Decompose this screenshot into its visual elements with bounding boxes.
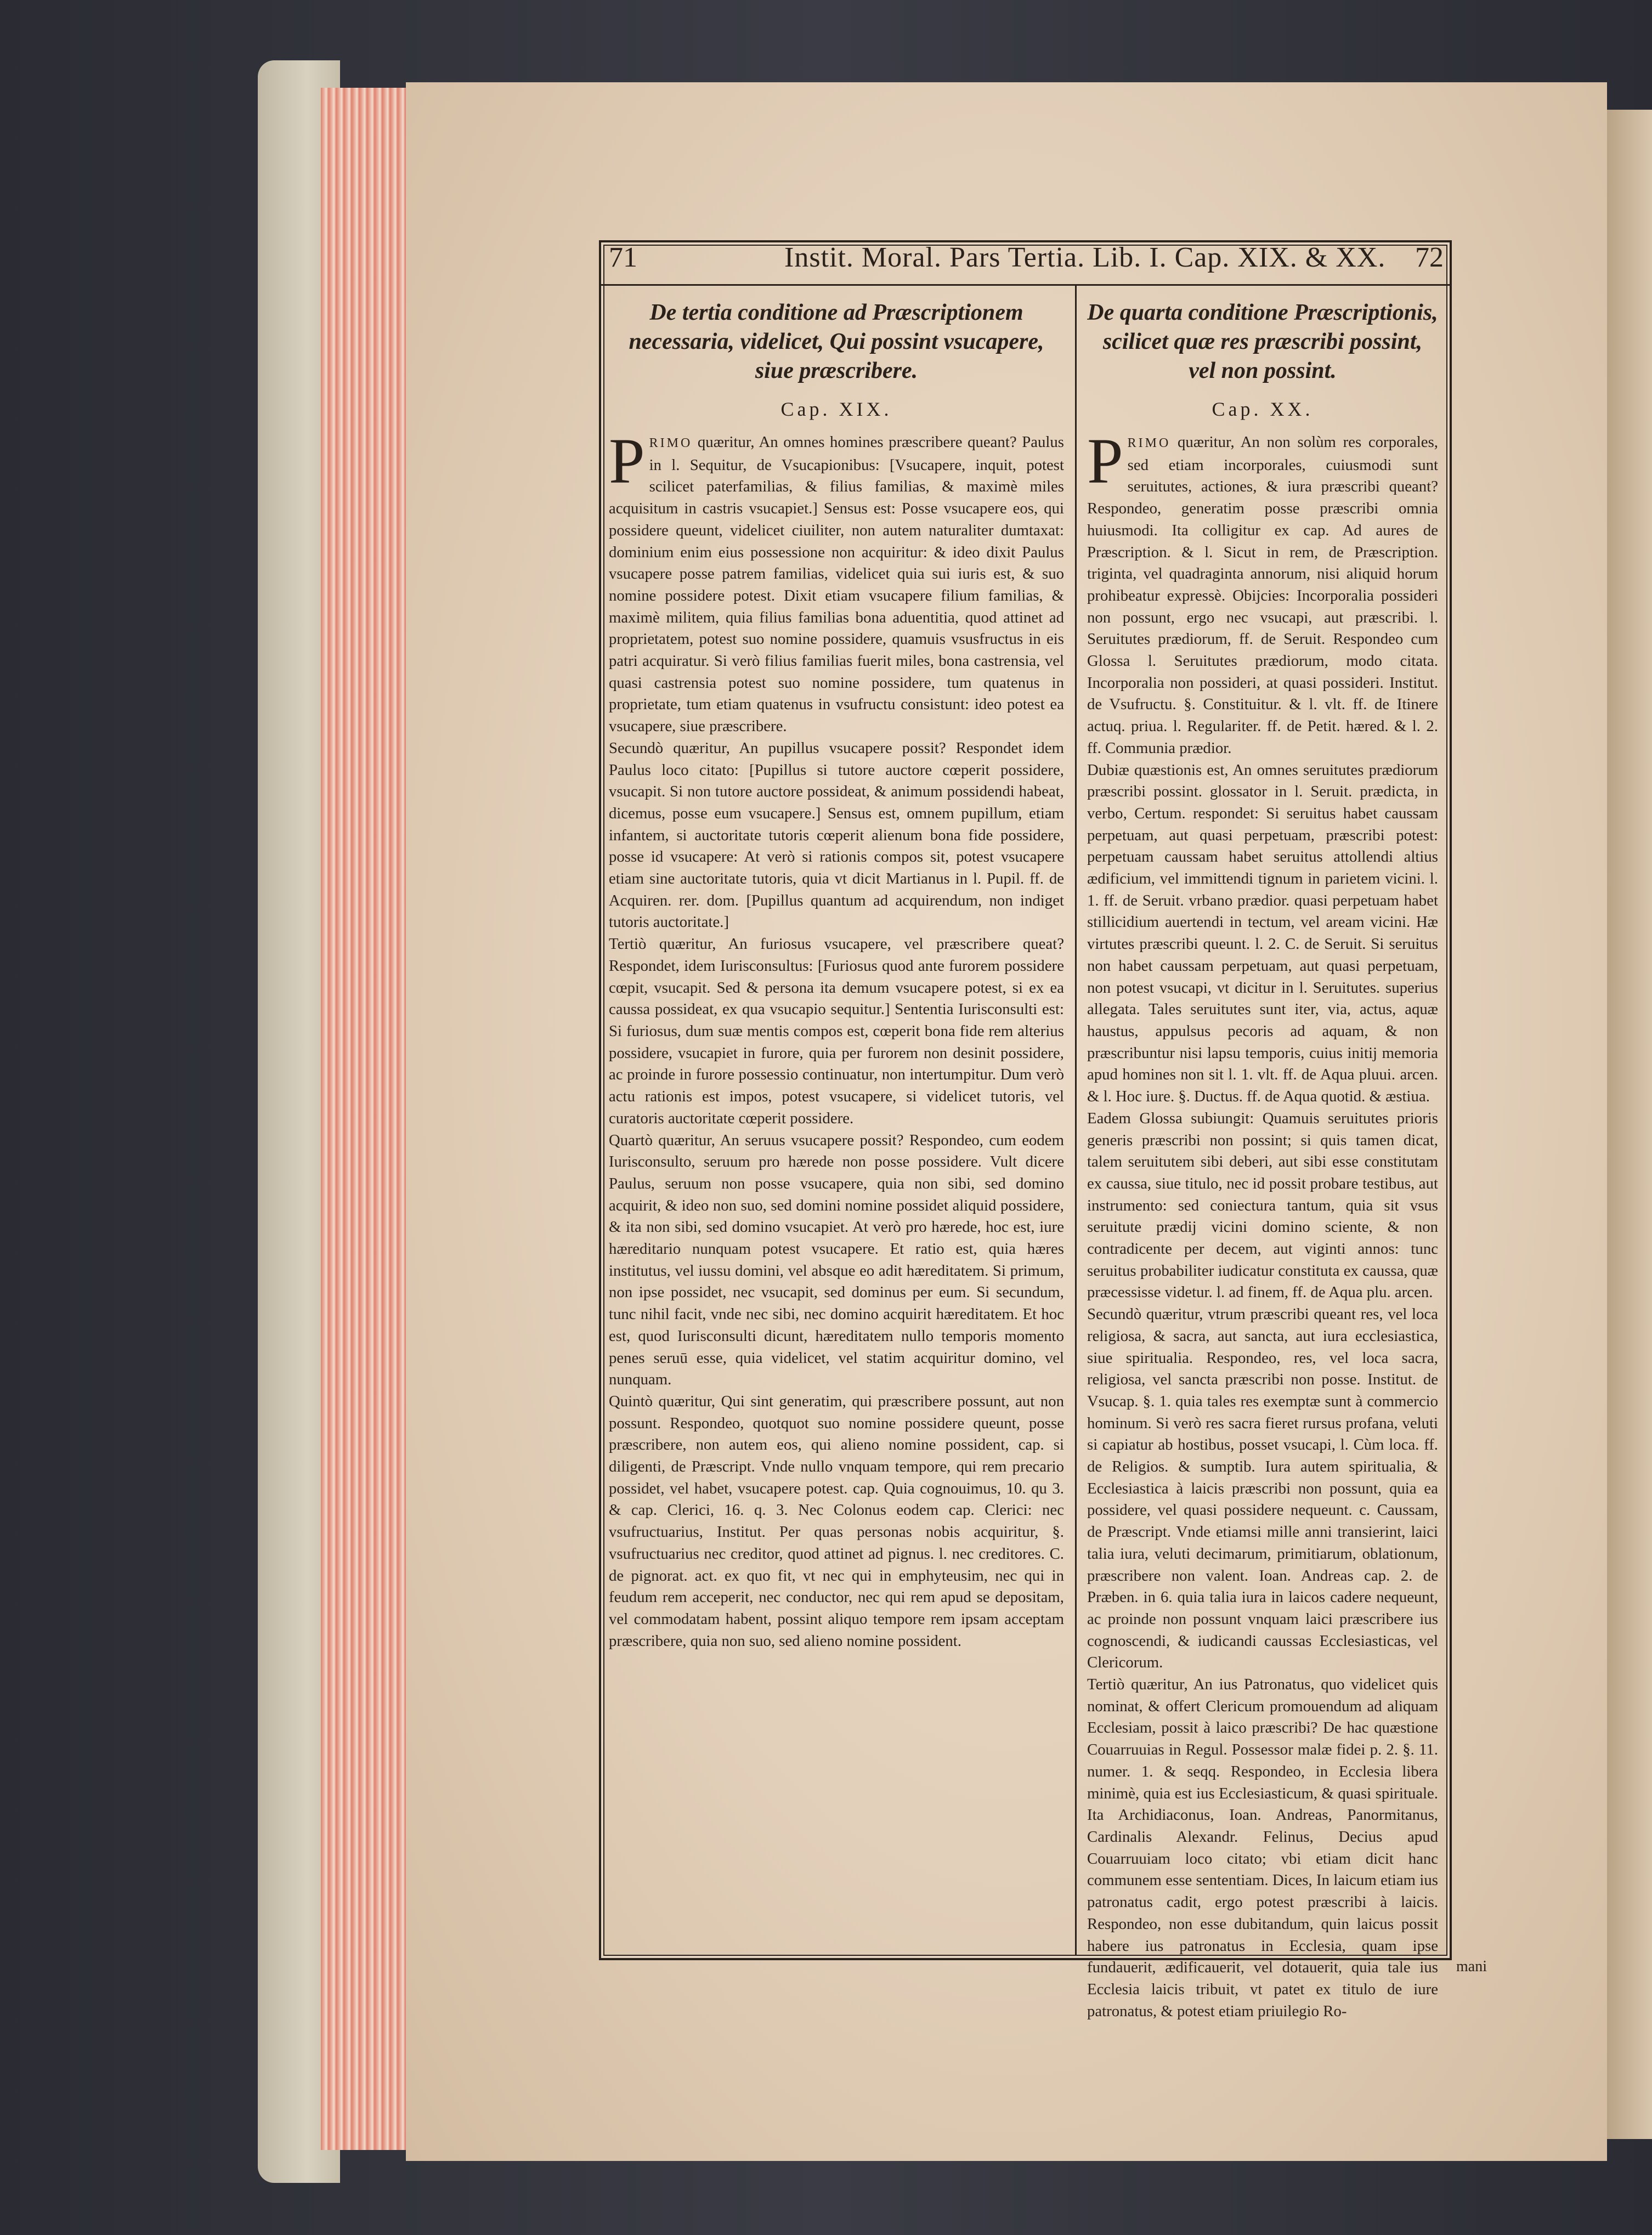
chapter-number: Cap. XX. [1212, 398, 1314, 420]
paragraph: Eadem Glossa subiungit: Quamuis seruitutes prioris generis præscribi non possint; si quis tamen dicat, talem seruitutem sibi deberi, aut sibi esse constitutam ex caussa, siue titulo, nec id possit probare testibus, aut instrumento: sed coniectura tantum, quia sit vsus seruitute prædij vicini domino sciente, & non contradicente per decem, aut viginti annos: tunc seruitus probabiliter iudicatur constituta ex caussa, quæ præcessisse videtur. l. ad finem, ff. de Aqua plu. arcen. [1087, 1109, 1438, 1302]
paragraph: Dubiæ quæstionis est, An omnes seruitutes prædiorum præscribi possint. glossator in l. Seruit. prædicta, in verbo, Certum. respondet: Si seruitus habet caussam perpetuam, aut quasi perpetuam, præscribi potest: perpetuam caussam habet seruitus attollendi altius ædificium, vel immittendi tignum in parietem vicini. l. 1. ff. de Seruit. vrbano prædior. quasi perpetuam habet stillicidium auertendi in tectum, vel aream vicini. Hæ virtutes præscribi queunt. l. 2. C. de Seruit. Si seruitus non habet caussam perpetuam, aut quasi perpetuam, non potest vsucapi, vt dicitur in l. Seruitutes. superius allegata. Tales seruitutes sunt iter, via, actus, aquæ haustus, appulsus pecoris ad aquam, & non præscribuntur nisi lapsu temporis, cuius initij memoria apud homines non sit l. 1. vlt. ff. de Aqua pluui. arcen. & l. Hoc iure. §. Ductus. ff. de Aqua quotid. & æstiua. [1087, 761, 1438, 1106]
left-column [609, 296, 1064, 1652]
facing-page-edge [1607, 110, 1652, 2139]
paragraph: Secundò quæritur, An pupillus vsucapere possit? Respondet idem Paulus loco citato: [Pupillus si tutore auctore cœperit possidere, vsucapit. Si non tutore auctore possideat, & animum possidendi habeat, dicemus, posse eum vsucapere.] Sensus est, omnem pupillum, etiam infantem, si auctoritate tutoris cœperit alienum bona fide possidere, posse id vsucapere: At verò si rationis compos sit, potest vsucapere etiam sine auctoritate tutoris, quia vt dicit Martianus in l. Pupil. ff. de Acquiren. rer. dom. [Pupillus quantum ad acquirendum, non indiget tutoris auctoritate.] [609, 739, 1064, 931]
chapter-title: De tertia conditione ad Præscriptionem necessaria, videlicet, Qui possint vsucapere, siue præscribere. [629, 300, 1044, 383]
paragraph: Tertiò quæritur, An furiosus vsucapere, vel præscribere queat? Respondet, idem Iurisconsultus: [Furiosus quod ante furorem possidere cœpit, vsucapit. Sed & persona ita demum vsucapere potest, si ex ea caussa possideat, ex qua vsucapio sequitur.] Sententia Iurisconsulti est: Si furiosus, dum suæ mentis compos est, cœperit bona fide rem alterius possidere, vsucapiet in furore, quia per furorem non desinit possidere, ac proinde in furore possessio continuatur, non intertumpitur. Dum verò actu rationis est impos, potest vsucapere, si videlicet tutoris, vel curatoris auctoritate cœperit possidere. [609, 935, 1064, 1127]
header-rule [599, 284, 1452, 286]
chapter-title: De quarta conditione Præscriptionis, scilicet quæ res præscribi possint, vel non possint. [1087, 300, 1438, 383]
paragraph: Quintò quæritur, Qui sint generatim, qui præscribere possunt, aut non possunt. Respondeo, quotquot suo nomine possidere queunt, posse præscribere, non autem eos, qui alieno nomine possident, cap. si diligenti, de Præscript. Vnde nullo vnquam tempore, qui rem precario possidet, vel habet, vsucapere potest. cap. Quia cognouimus, 10. qu 3. & cap. Clerici, 16. q. 3. Nec Colonus eodem cap. Clerici: nec vsufructuarius, Institut. Per quas personas nobis acquiritur, §. vsufructuarius nec creditor, quod attinet ad pignus. l. nec creditores. C. de pignorat. act. ex quo fit, vt nec qui in emphyteusim, nec qui in feudum rem acceperit, nec conductor, nec qui rem apud se depositam, vel commodatam habent, possint aliquo tempore rem ipsam acceptam præscribere, quia non suo, sed alieno nomine possident. [609, 1392, 1064, 1650]
paragraph: Tertiò quæritur, An ius Patronatus, quo videlicet quis nominat, & offert Clericum promouendum ad aliquam Ecclesiam, possit à laico præscribi? De hac quæstione Couarruuias in Regul. Possessor malæ fidei p. 2. §. 11. numer. 1. & seqq. Respondeo, in Ecclesia libera minimè, quia est ius Ecclesiasticum, & quasi spirituale. Ita Archidiaconus, Ioan. Andreas, Panormitanus, Cardinalis Alexandr. Felinus, Decius apud Couarruuiam loco citato; vbi etiam dicit hanc communem esse sententiam. Dices, In laicum etiam ius patronatus cadit, ergo potest præscribi à laicis. Respondeo, non esse dubitandum, quin laicus possit habere ius patronatus in Ecclesia, quam ipse fundauerit, ædificauerit, vel dotauerit, quia tale ius Ecclesia laicis tribuit, vt patet ex titulo de iure patronatus, & potest etiam priuilegio Ro- [1087, 1676, 1438, 2020]
opening-word: RIMO [1127, 436, 1171, 450]
opening-word: RIMO [649, 436, 693, 450]
paragraph: quæritur, An omnes homines præscribere queant? Paulus in l. Sequitur, de Vsucapionibus: [Vsucapere, inquit, potest scilicet paterfamilias, & filius familias, & maximè miles acquisitum in castris vsucapiet.] Sensus est: Posse vsucapere eos, qui possidere queunt, videlicet ciuiliter, non autem naturaliter dumtaxat: dominium enim eius possessione non acquiritur: & ideo dixit Paulus vsucapere posse patrem familias, videlicet quia sui iuris est, & suo nomine possidere potest. Dixit etiam vsucapere filium familias, & maximè militem, quia filius familias bona aduentitia, quod attinet ad proprietatem, potest suo nomine possidere, quamuis vsusfructus in eis patri acquiratur. Si verò filius familias fuerit miles, bona castrensia, vel quasi castrensia potest suo nomine possidere, tum quatenus in proprietate, tum etiam quatenus in vsufructu consistunt: ideo potest ea vsucapere, siue præscribere. [609, 433, 1064, 735]
right-column [1087, 296, 1438, 2022]
chapter-body [1087, 425, 1438, 2022]
drop-cap: P [609, 425, 645, 497]
right-page-number: 72 [1415, 242, 1444, 273]
page-edges [321, 88, 409, 2150]
running-title: Instit. Moral. Pars Tertia. Lib. I. Cap. XIX. & XX. [784, 242, 1386, 273]
paragraph: Secundò quæritur, vtrum præscribi queant res, vel loca religiosa, & sacra, aut sancta, aut iura ecclesiastica, siue spiritualia. Respondeo, res, vel loca sacra, religiosa, vel sancta præscribi non posse. Institut. de Vsucap. §. 1. quia tales res exemptæ sunt à commercio hominum. Si verò res sacra fieret rursus profana, veluti si capiatur ab hostibus, posset vsucapi, l. Cùm loca. ff. de Religios. & sumptib. Iura autem spiritualia, & Ecclesiastica à laicis præscribi non possunt, quia ea possidere, vel quasi possidere nequeunt. c. Caussam, de Præscript. Vnde etiamsi mille anni transierint, laici talia iura, veluti decimarum, primitiarum, oblationum, præscribere non valent. Ioan. Andreas cap. 2. de Præben. in 6. quia talia iura in laicos cadere nequeunt, ac proinde non possunt vnquam laici præscribere ius cognoscendi, & iudicandi caussas Ecclesiasticas, vel Clericorum. [1087, 1305, 1438, 1672]
left-page-number: 71 [609, 242, 637, 273]
catchword: mani [1456, 1958, 1487, 1975]
paragraph: quæritur, An non solùm res corporales, sed etiam incorporales, cuiusmodi sunt seruitutes, actiones, & iura præscribi queant? Respondeo, generatim posse præscribi omnia huiusmodi. Ita colligitur ex cap. Ad aures de Præscription. & l. Sicut in rem, de Præscription. triginta, vel quadraginta annorum, nisi aliquid horum prohibeatur expressè. Obijcies: Incorporalia possideri non possunt, ergo nec vsucapi, aut præscribi. l. Seruitutes prædiorum, ff. de Seruit. Respondeo cum Glossa l. Seruitutes prædiorum, modo citata. Incorporalia non possideri, at quasi possideri. Institut. de Vsufructu. §. Constituitur. & l. vlt. ff. de Itinere actuq. priua. l. Regulariter. ff. de Petit. hæred. & l. 2. ff. Communia prædior. [1087, 433, 1438, 757]
column-rule [1075, 284, 1077, 1956]
drop-cap: P [1087, 425, 1123, 497]
paragraph: Quartò quæritur, An seruus vsucapere possit? Respondeo, cum eodem Iurisconsulto, seruum pro hærede non posse possidere. Vult dicere Paulus, seruum non posse vsucapere, quia non sibi, sed domino acquirit, & ideo non suo, sed domini nomine possidet aliquid possidere, & ita non sibi, sed domino vsucapiet. At verò pro hærede, hoc est, iure hæreditario nunquam potest vsucapere. Et ratio est, quia hæres institutus, vel iussu domini, vel absque eo adit hæreditatem. Si primum, non ipse possidet, nec vsucapit, sed dominus per eum. Si secundum, tunc nihil facit, vnde nec sibi, nec domino acquirit hæreditatem. Et hoc est, quod Iurisconsulti dicunt, hæreditatem nullo temporis momento penes seruū esse, quia videlicet, vel statim acquiritur domino, vel nunquam. [609, 1131, 1064, 1389]
chapter-body [609, 425, 1064, 1652]
chapter-number: Cap. XIX. [780, 398, 892, 420]
